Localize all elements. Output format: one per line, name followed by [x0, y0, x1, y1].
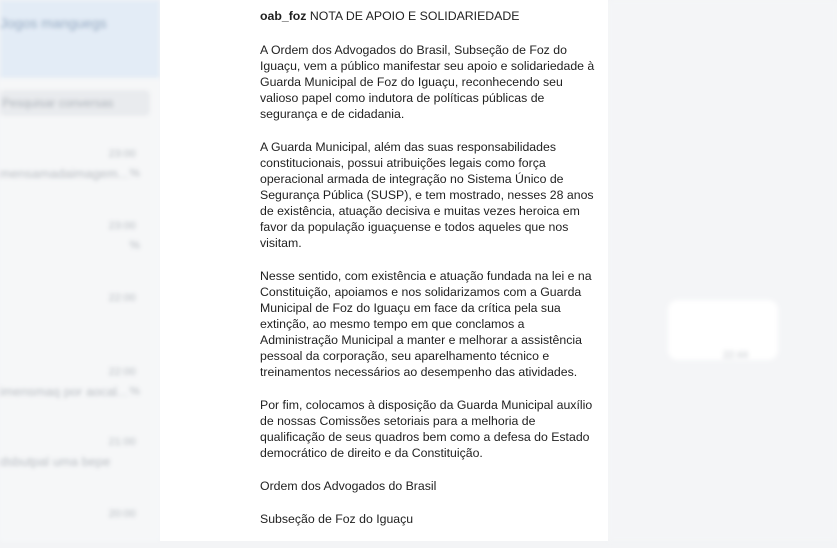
- link-icon: %: [129, 166, 140, 180]
- list-item-time: 22:00: [108, 292, 136, 304]
- paragraph-1: A Ordem dos Advogados do Brasil, Subseção de Foz do Iguaçu, vem a público manifestar seu apoio e solidariedade à Guarda Municipal de Foz do Iguaçu, reconhecendo seu valioso papel como indutora de políticas públicas de segurança e de cidadania.: [260, 43, 595, 121]
- list-item-time: 21:00: [108, 436, 136, 448]
- list-item-preview: dsbutpal uma bepe: [0, 454, 111, 469]
- document-title: NOTA DE APOIO E SOLIDARIEDADE: [309, 9, 520, 23]
- conversation-background: [608, 0, 837, 541]
- selected-chat-item[interactable]: [0, 0, 160, 78]
- list-item-time: 22:00: [108, 366, 136, 378]
- list-item[interactable]: [0, 220, 150, 260]
- link-icon: %: [129, 238, 140, 252]
- selected-chat-title: Jogos manguegs: [0, 15, 107, 31]
- paragraph-4: Por fim, colocamos à disposição da Guarda Municipal auxílio de nossas Comissões setoriais para a melhoria de qualificação de seus quadros bem como a defesa do Estado democrático de direito e da Constituição.: [260, 398, 593, 460]
- paragraph-2: A Guarda Municipal, além das suas responsabilidades constitucionais, possui atribuições legais como força operacional armada de integração no Sistema Único de Segurança Pública (SUSP), e tem mostrado, nesses 28 anos de existência, atuação decisiva e muitas vezes heroica em favor da população iguaçuense e todos aqueles que nos visitam.: [260, 140, 594, 250]
- list-item-preview: mensamadaimagem...: [0, 166, 129, 181]
- search-input[interactable]: Pesquisar conversas: [0, 90, 150, 116]
- signature-line-2: Subseção de Foz do Iguaçu: [260, 512, 414, 526]
- list-item-time: 23:00: [108, 148, 136, 160]
- list-item-time: 20:00: [108, 508, 136, 520]
- list-item[interactable]: [0, 508, 150, 548]
- document-panel: [160, 0, 608, 541]
- signature-line-1: Ordem dos Advogados do Brasil: [260, 479, 437, 493]
- link-icon: %: [129, 384, 140, 398]
- list-item-preview: imensmaq por aocal...: [0, 384, 128, 399]
- document-heading: [260, 8, 600, 24]
- chat-list-background: [0, 0, 160, 541]
- message-time: 22:44: [723, 350, 749, 361]
- document-text: [260, 8, 600, 544]
- paragraph-3: Nesse sentido, com existência e atuação fundada na lei e na Constituição, apoiamos e nos solidarizamos com a Guarda Municipal de Foz do Iguaçu em face da crítica pela sua extinção, ao mesmo tempo em que conclamos a Administração Municipal a manter e melhorar a assistência pessoal da corporação, seu aparelhamento técnico e treinamentos necessários ao desempenho das atividades.: [260, 269, 592, 379]
- list-item[interactable]: [0, 292, 150, 332]
- author-handle: oab_foz: [260, 9, 307, 23]
- list-item-time: 23:00: [108, 220, 136, 232]
- list-item[interactable]: [0, 436, 150, 476]
- list-item[interactable]: [0, 148, 150, 188]
- list-item[interactable]: [0, 366, 150, 406]
